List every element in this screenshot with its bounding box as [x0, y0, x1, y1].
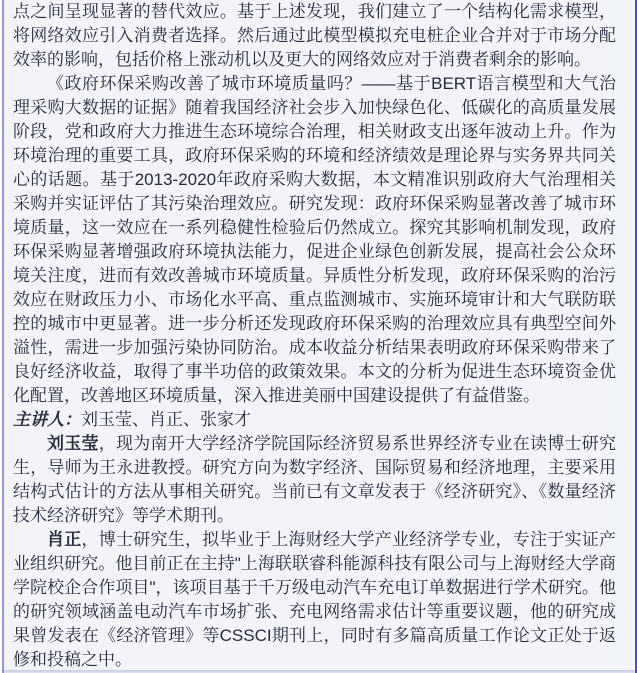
- paragraph-merger-abstract-end: 点之间呈现显著的替代效应。基于上述发现，我们建立了一个结构化需求模型，将网络效应引入消费者选择。然后通过此模型模拟充电桩企业合并对于市场分配效率的影响，包括价格上涨动机以及更大的网络效应对于消费者剩余的影响。: [13, 2, 616, 69]
- speakers-line: [13, 408, 616, 432]
- article-body: [4, 0, 635, 673]
- bio-liu-paragraph: [13, 432, 616, 528]
- paragraph-env-procurement-abstract: 《政府环保采购改善了城市环境质量吗？——基于BERT语言模型和大气治理采购大数据的证据》随着我国经济社会步入加快绿色化、低碳化的高质量发展阶段，党和政府大力推进生态环境综合治理，相关财政支出逐年波动上升。作为环境治理的重要工具，政府环保采购的环境和经济绩效是理论界与实务界共同关心的话题。基于2013-2020年政府采购大数据，本文精准识别政府大气治理相关采购并实证评估了其污染治理效应。研究发现：政府环保采购显著改善了城市环境质量，这一效应在一系列稳健性检验后仍然成立。探究其影响机制发现，政府环保采购显著增强政府环境执法能力，促进企业绿色创新发展，提高社会公众环境关注度，进而有效改善城市环境质量。异质性分析发现，政府环保采购的治污效应在财政压力小、市场化水平高、重点监测城市、实施环境审计和大气联防联控的城市中更显著。进一步分析还发现政府环保采购的治理效应具有典型空间外溢性，需进一步加强污染协同防治。成本收益分析结果表明政府环保采购带来了良好经济收益，取得了事半功倍的政策效果。本文的分析为促进生态环境资金优化配置，改善地区环境质量，深入推进美丽中国建设提供了有益借鉴。: [13, 74, 616, 405]
- bio-liu-name: 刘玉莹: [47, 434, 99, 453]
- speakers-label: 主讲人：: [13, 410, 81, 429]
- article-page: [2, 0, 637, 673]
- bio-xiao-text: ，博士研究生，拟毕业于上海财经大学产业经济学专业，专注于实证产业组织研究。他目前正在主持"上海联联睿科能源科技有限公司与上海财经大学商学院校企合作项目"，该项目基于千万级电动汽车充电订单数据进行学术研究。他的研究领域涵盖电动汽车市场扩张、充电网络需求估计等重要议题，他的研究成果曾发表在《经济管理》等CSSCI期刊上，同时有多篇高质量工作论文正处于返修和投稿之中。: [13, 530, 616, 669]
- bio-xiao-paragraph: [13, 528, 616, 672]
- bio-liu-text: ，现为南开大学经济学院国际经济贸易系世界经济专业在读博士研究生，导师为王永进教授。研究方向为数字经济、国际贸易和经济地理，主要采用结构式估计的方法从事相关研究。当前已有文章发表于《经济研究》、《数量经济技术经济研究》等学术期刊。: [13, 434, 616, 525]
- bio-xiao-name: 肖正: [47, 530, 82, 549]
- speakers-names: 刘玉莹、肖正、张家才: [81, 410, 251, 429]
